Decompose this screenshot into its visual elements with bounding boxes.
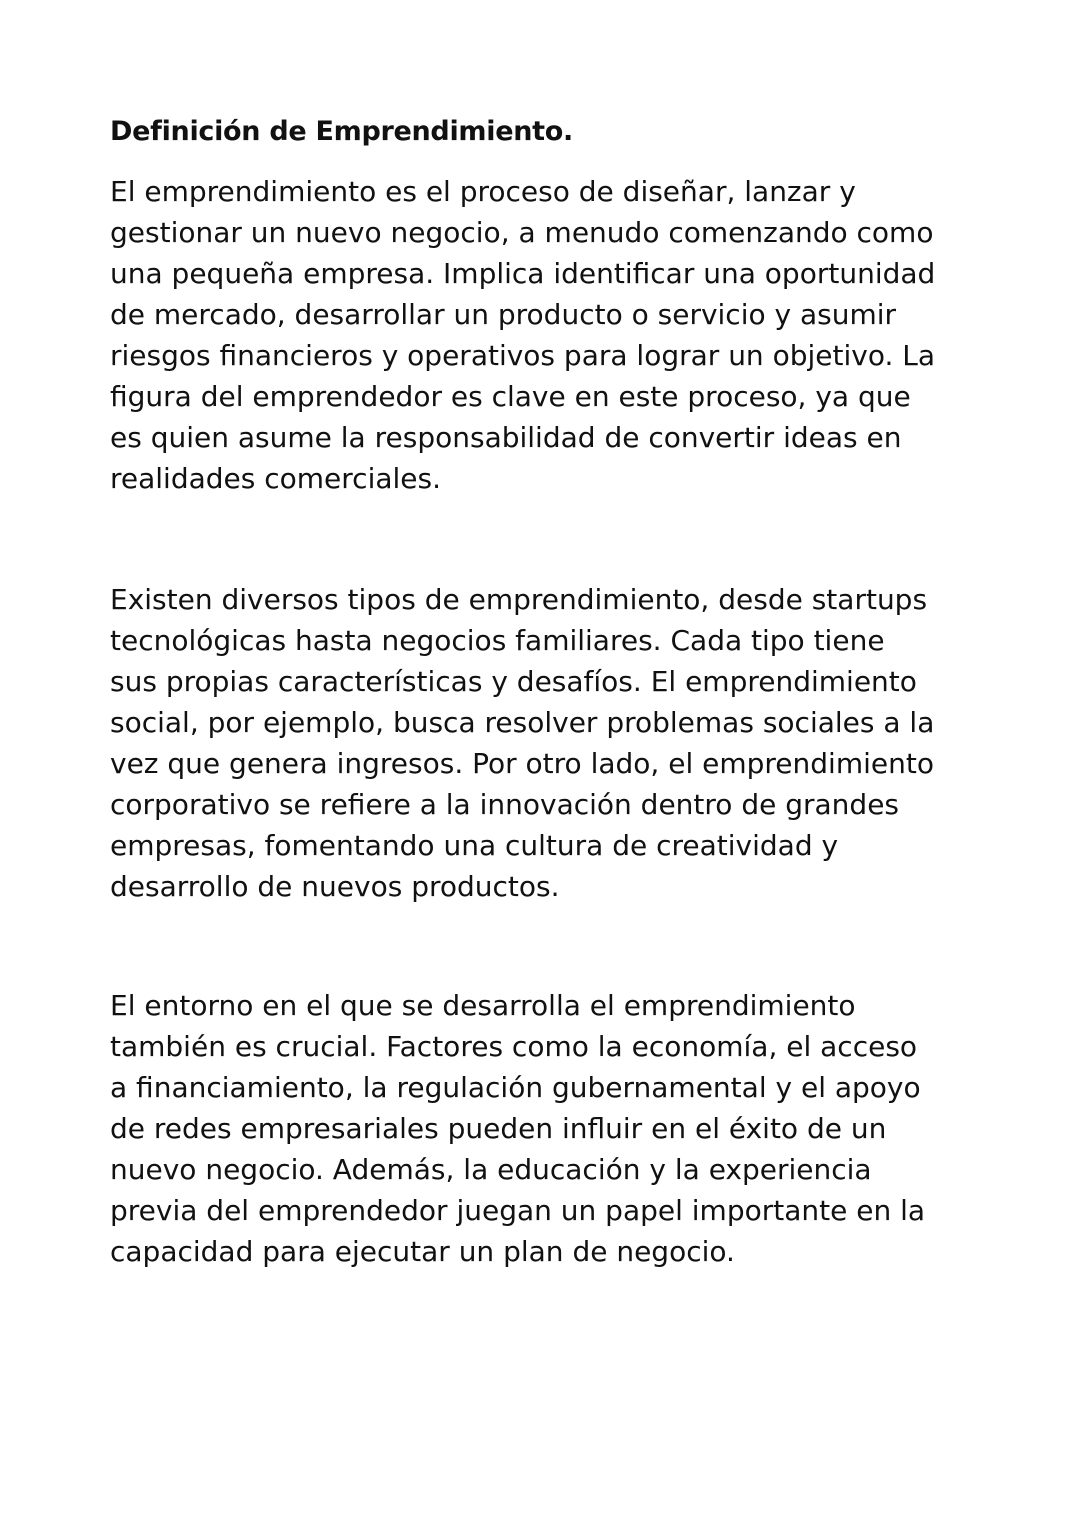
text-line: realidades comerciales. — [110, 462, 442, 495]
text-line: corporativo se refiere a la innovación dentro de grandes — [110, 788, 900, 821]
text-line: sus propias características y desafíos. El emprendimiento — [110, 665, 917, 698]
text-line: previa del emprendedor juegan un papel importante en la — [110, 1194, 926, 1227]
text-line: capacidad para ejecutar un plan de negocio. — [110, 1235, 735, 1268]
text-line: social, por ejemplo, busca resolver problemas sociales a la — [110, 706, 935, 739]
text-line: tecnológicas hasta negocios familiares. Cada tipo tiene — [110, 624, 885, 657]
text-line: empresas, fomentando una cultura de creatividad y — [110, 829, 839, 862]
text-line: a financiamiento, la regulación gubernamental y el apoyo — [110, 1071, 921, 1104]
text-line: El entorno en el que se desarrolla el emprendimiento — [110, 989, 856, 1022]
page-title: Definición de Emprendimiento. — [110, 116, 573, 147]
text-line: gestionar un nuevo negocio, a menudo comenzando como — [110, 216, 934, 249]
paragraph-definition — [110, 171, 935, 499]
text-line: una pequeña empresa. Implica identificar una oportunidad — [110, 257, 936, 290]
text-line: riesgos financieros y operativos para lograr un objetivo. La — [110, 339, 936, 372]
paragraph-types — [110, 579, 934, 907]
text-line: nuevo negocio. Además, la educación y la experiencia — [110, 1153, 872, 1186]
text-line: también es crucial. Factores como la economía, el acceso — [110, 1030, 918, 1063]
text-line: El emprendimiento es el proceso de diseñar, lanzar y — [110, 175, 856, 208]
text-line: figura del emprendedor es clave en este proceso, ya que — [110, 380, 911, 413]
text-line: desarrollo de nuevos productos. — [110, 870, 560, 903]
text-line: de mercado, desarrollar un producto o servicio y asumir — [110, 298, 897, 331]
paragraph-environment — [110, 985, 925, 1272]
text-line: Existen diversos tipos de emprendimiento, desde startups — [110, 583, 928, 616]
text-line: es quien asume la responsabilidad de convertir ideas en — [110, 421, 902, 454]
text-line: de redes empresariales pueden influir en el éxito de un — [110, 1112, 887, 1145]
text-line: vez que genera ingresos. Por otro lado, el emprendimiento — [110, 747, 934, 780]
